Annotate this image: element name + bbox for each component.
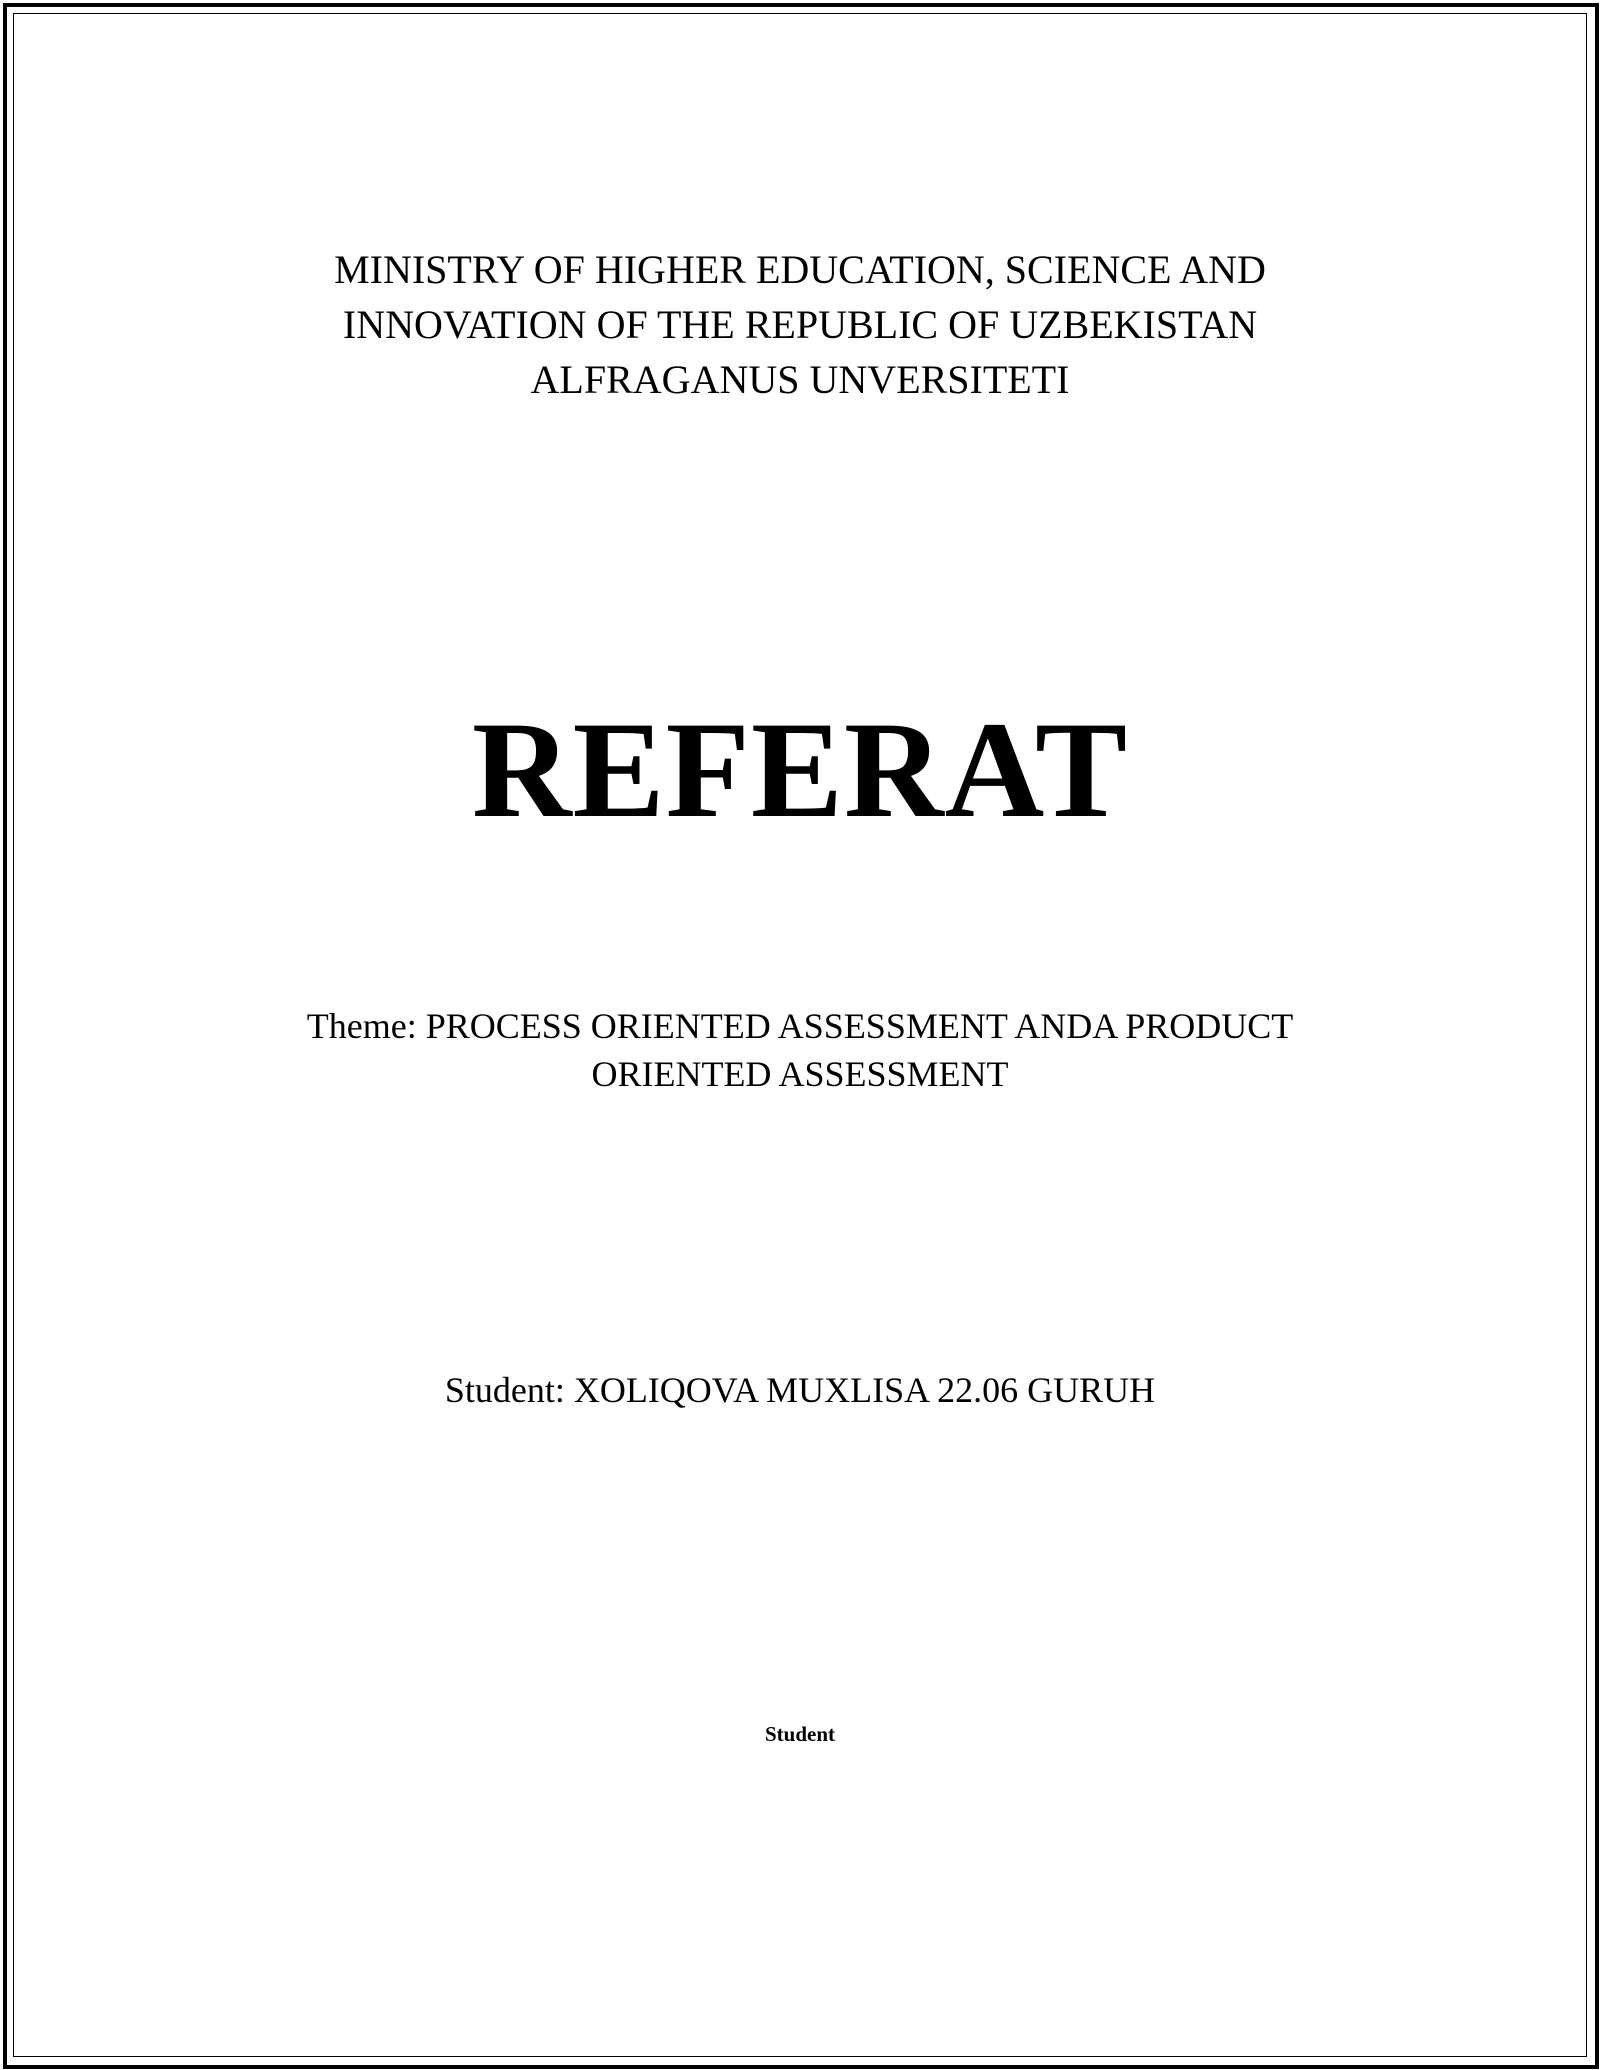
student-info: Student: XOLIQOVA MUXLISA 22.06 GURUH <box>444 1370 1156 1410</box>
institution-header <box>0 242 1600 407</box>
footer-student-label: Student <box>764 1722 836 1746</box>
header-line-1: MINISTRY OF HIGHER EDUCATION, SCIENCE AND <box>334 247 1266 292</box>
theme-line-1: Theme: PROCESS ORIENTED ASSESSMENT ANDA PRODUCT <box>306 1006 1294 1046</box>
header-line-3: ALFRAGANUS UNVERSITETI <box>530 357 1070 402</box>
header-line-2: INNOVATION OF THE REPUBLIC OF UZBEKISTAN <box>342 302 1258 347</box>
theme-block <box>0 1002 1600 1098</box>
document-title: REFERAT <box>471 693 1129 846</box>
theme-line-2: ORIENTED ASSESSMENT <box>591 1054 1009 1094</box>
